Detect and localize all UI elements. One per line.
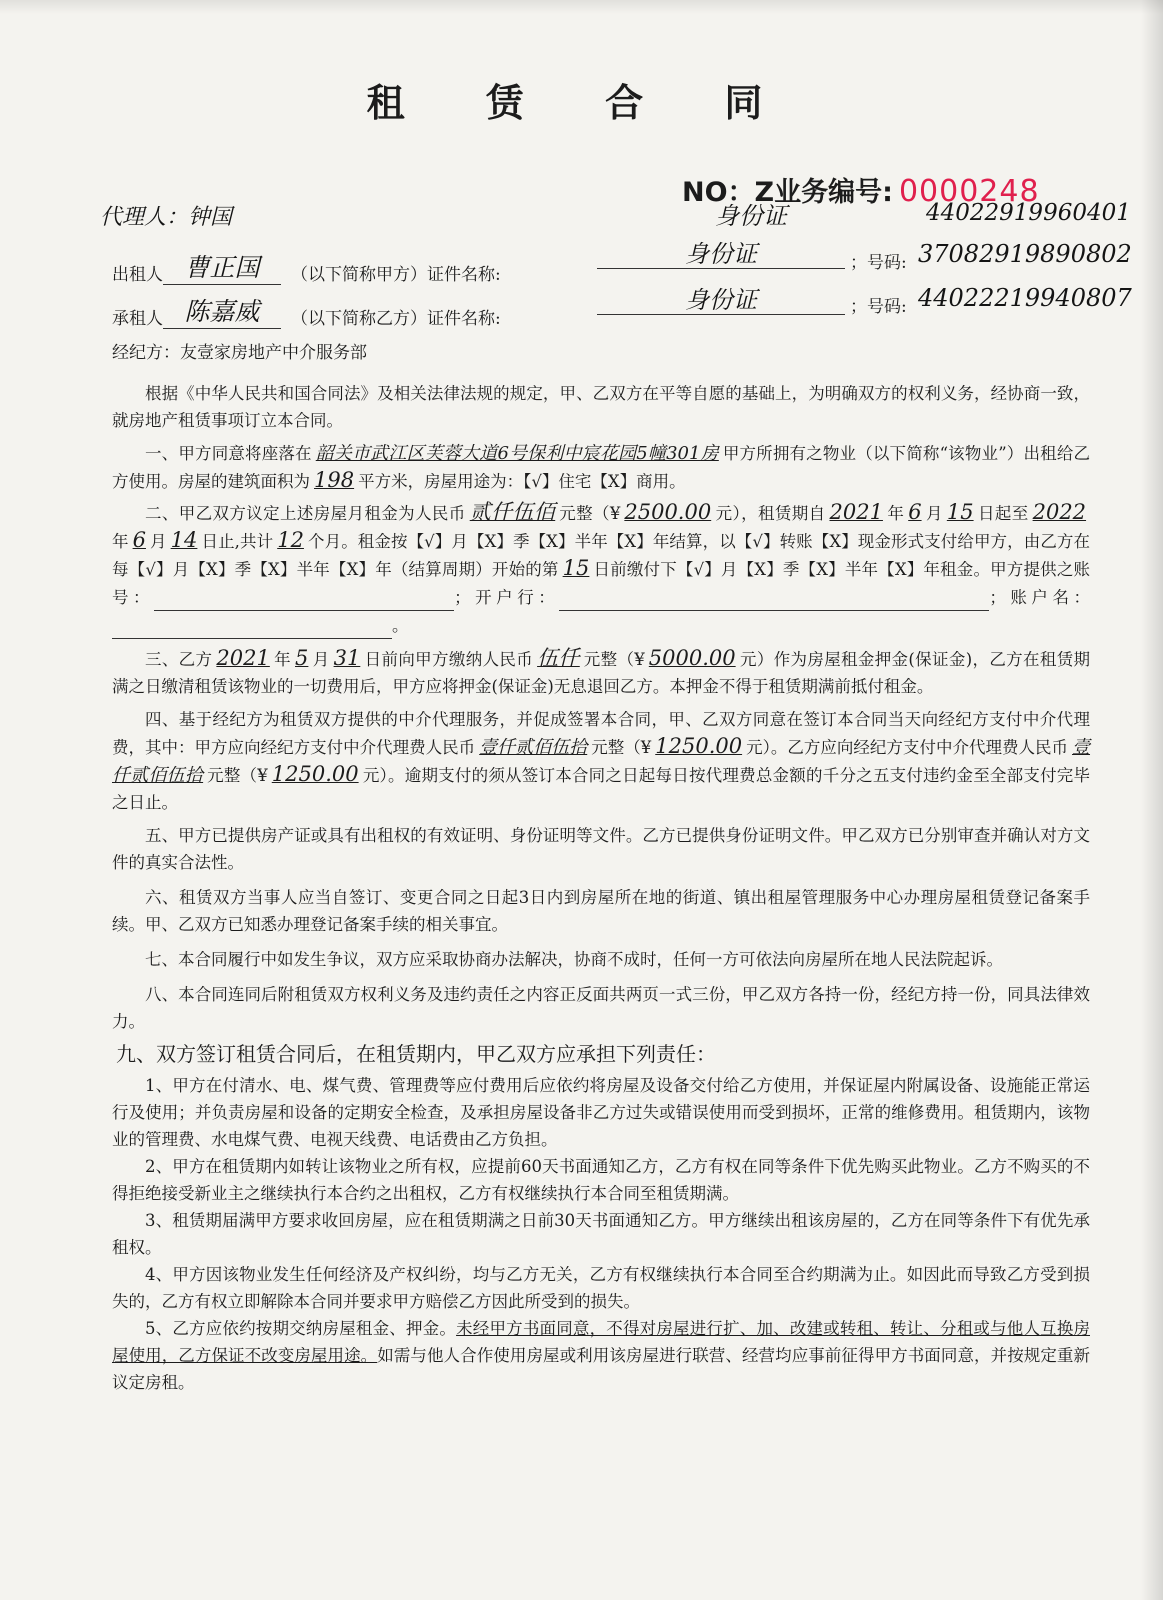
clause-9-item-4: 4、甲方因该物业发生任何经济及产权纠纷，均与乙方无关，乙方有权继续执行本合同至合约期满为止。如因此而导致乙方受到损失的，乙方有权立即解除本合同并要求甲方赔偿乙方因此所受到的损失。 [112, 1265, 1090, 1311]
clause-3-text-e: 元整（¥ [583, 650, 645, 669]
document-title: 租 赁 合 同 [366, 80, 797, 125]
deposit-day: 31 [333, 646, 361, 670]
lessor-id-type-field [597, 234, 845, 269]
lessee-label: 承租人 [112, 309, 163, 329]
rent-amount-num: 2500.00 [624, 500, 712, 524]
agency-fee-a-cn: 壹仟贰佰伍拾 [479, 737, 588, 758]
deposit-amount-num: 5000.00 [648, 646, 736, 670]
clause-2-text-l: ；开户行： [454, 588, 560, 607]
clause-6: 六、租赁双方当事人应当自签订、变更合同之日起3日内到房屋所在地的街道、镇出租屋管理服务中心办理房屋租赁登记备案手续。甲、乙双方已知悉办理登记备案手续的相关事宜。 [112, 888, 1090, 934]
clause-3-text-f: 元）作为房屋租金押金(保证金)，乙方在租赁期满之日缴清租赁该物业的一切费用后，甲方应将押金(保证金)无息退回乙方。本押金不得于租赁期满前抵付租金。 [112, 650, 1091, 696]
clause-2-text-h: 月 [149, 532, 167, 551]
bank-name-field [559, 583, 989, 611]
lessee-name: 陈嘉威 [184, 297, 260, 326]
clause-2-text-m: ；账户名： [989, 588, 1091, 607]
agency-fee-b-cn: 壹仟贰佰伍拾 [112, 737, 1091, 786]
end-day: 14 [170, 528, 198, 552]
scan-shadow-right [1141, 0, 1163, 1600]
start-day: 15 [946, 500, 974, 524]
lessor-id-type: 身份证 [685, 240, 757, 268]
start-month: 6 [908, 500, 922, 524]
deposit-month: 5 [295, 646, 309, 670]
clause-9-item-1: 1、甲方在付清水、电、煤气费、管理费等应付费用后应依约将房屋及设备交付给乙方使用，并保证屋内附属设备、设施能正常运行及使用；并负责房屋和设备的定期安全检查，及承担房屋设备非乙方过失或错误使用而受到损坏，正常的维修费用。租赁期内，该物业的管理费、水电煤气费、电视天线费、电话费由乙方负担。 [112, 1076, 1090, 1149]
contract-number-value: 0000248 [898, 174, 1040, 209]
clause-9-item-5-underlined: 未经甲方书面同意，不得对房屋进行扩、加、改建或转租、转让、分租或与他人互换房屋使用，乙方保证不改变房屋用途。 [112, 1319, 1090, 1365]
clause-1-text-c: 平方米，房屋用途为：【√】住宅【X】商用。 [358, 472, 686, 491]
lessor-number-label: ；号码: [850, 253, 907, 273]
deposit-year: 2021 [216, 646, 270, 670]
id-type-top: 身份证 [715, 202, 787, 230]
clause-9-title: 九、双方签订租赁合同后，在租赁期内，甲乙双方应承担下列责任： [116, 1042, 716, 1066]
agency-fee-a-num: 1250.00 [655, 734, 743, 758]
clause-1 [112, 440, 1090, 495]
clause-2-text-c: 元），租赁期自 [715, 504, 826, 523]
lessee-number-label: ；号码: [850, 297, 907, 317]
lessor-row [112, 248, 501, 285]
clause-7: 七、本合同履行中如发生争议，双方应采取协商办法解决，协商不成时，任何一方可依法向房屋所在地人民法院起诉。 [145, 950, 1003, 969]
property-area: 198 [314, 468, 355, 492]
clause-2 [112, 499, 1090, 639]
property-address: 韶关市武江区芙蓉大道6号保利中宸花园5幢301房 [315, 443, 719, 464]
id-number-top: 44022919960401 [926, 200, 1131, 226]
contract-body [112, 380, 1090, 1396]
clause-4-text-b: 元整（¥ [591, 738, 652, 757]
clause-2-text-f: 日起至 [977, 504, 1029, 523]
clause-2-text-n: 。 [392, 616, 409, 635]
clause-2-text-b: 元整（¥ [559, 504, 621, 523]
lessor-label: 出租人 [112, 265, 163, 285]
clause-2-text-k: 日前缴付下【√】月【X】季【X】半年【X】年租金。甲方提供之账号： [112, 560, 1090, 607]
end-month: 6 [132, 528, 146, 552]
clause-2-text-e: 月 [925, 504, 943, 523]
scan-shadow-top [0, 0, 1163, 14]
clause-2-text-d: 年 [886, 504, 905, 523]
lessee-id-type-field [597, 280, 845, 315]
clause-3-text-b: 年 [273, 650, 292, 669]
lessee-suffix: （以下简称乙方）证件名称: [291, 309, 501, 329]
clause-2-text-a: 二、甲乙双方议定上述房屋月租金为人民币 [145, 504, 466, 523]
clause-3-text-c: 月 [312, 650, 330, 669]
agency-line: 经纪方：友壹家房地产中介服务部 [112, 343, 367, 363]
clause-8: 八、本合同连同后附租赁双方权利义务及违约责任之内容正反面共两页一式三份，甲乙双方各持一份，经纪方持一份，同具法律效力。 [112, 985, 1090, 1031]
clause-2-text-j: 个月。租金按【√】月【X】季【X】半年【X】年结算，以【√】转账【X】现金形式支付给甲方，由乙方在每【√】月【X】季【X】半年【X】年（结算周期）开始的第 [112, 532, 1091, 579]
payment-day: 15 [562, 556, 590, 580]
lessee-id-type: 身份证 [685, 286, 757, 314]
account-number-field [154, 583, 454, 611]
agent-note: 代理人：钟国 [100, 205, 233, 230]
lessee-row [112, 292, 501, 329]
clause-4 [112, 706, 1090, 816]
clause-4-text-d: 元整（¥ [207, 766, 268, 785]
agency-fee-b-num: 1250.00 [271, 762, 359, 786]
clause-3 [112, 645, 1090, 700]
clause-9-item-5 [112, 1315, 1090, 1396]
clause-9-item-2: 2、甲方在租赁期内如转让该物业之所有权，应提前60天书面通知乙方，乙方有权在同等条件下优先购买此物业。乙方不购买的不得拒绝接受新业主之继续执行本合约之出租权，乙方有权继续执行本合同至租赁期满。 [112, 1157, 1090, 1203]
rent-amount-cn: 贰仟伍佰 [469, 500, 556, 524]
lessor-name: 曹正国 [184, 253, 260, 282]
lease-months: 12 [277, 528, 304, 552]
lessor-suffix: （以下简称甲方）证件名称: [291, 265, 501, 285]
start-year: 2021 [829, 500, 883, 524]
end-year: 2022 [1032, 500, 1087, 524]
clause-1-text-b: 甲方所拥有之物业（以下简称“该物业”）出租给乙方使用。房屋的建筑面积为 [112, 444, 1090, 491]
intro-paragraph: 根据《中华人民共和国合同法》及相关法律法规的规定，甲、乙双方在平等自愿的基础上，为明确双方的权利义务，经协商一致，就房地产租赁事项订立本合同。 [112, 384, 1090, 430]
account-holder-field [112, 611, 392, 639]
clause-3-text-d: 日前向甲方缴纳人民币 [364, 650, 534, 669]
clause-4-text-c: 元）。乙方应向经纪方支付中介代理费人民币 [746, 738, 1069, 757]
lessor-id-number: 37082919890802 [918, 240, 1132, 268]
clause-9-item-3: 3、租赁期届满甲方要求收回房屋，应在租赁期满之日前30天书面通知乙方。甲方继续出租该房屋的，乙方在同等条件下有优先承租权。 [112, 1211, 1090, 1257]
lessee-id-number: 44022219940807 [918, 284, 1132, 312]
clause-9-item-5-text-a: 5、乙方应依约按期交纳房屋租金、押金。 [145, 1319, 457, 1338]
contract-number-label: NO：Z业务编号: [682, 177, 893, 208]
clause-3-text-a: 三、乙方 [145, 650, 213, 669]
clause-1-text-a: 一、甲方同意将座落在 [145, 444, 312, 463]
clause-2-text-i: 日止,共计 [201, 532, 274, 551]
deposit-amount-cn: 伍仟 [537, 646, 580, 670]
clause-4-text-a: 四、基于经纪方为租赁双方提供的中介代理服务，并促成签署本合同，甲、乙双方同意在签订本合同当天向经纪方支付中介代理费，其中：甲方应向经纪方支付中介代理费人民币 [112, 710, 1090, 757]
clause-5: 五、甲方已提供房产证或具有出租权的有效证明、身份证明等文件。乙方已提供身份证明文件。甲乙双方已分别审查并确认对方文件的真实合法性。 [112, 826, 1090, 872]
clause-9-item-5-text-c: 如需与他人合作使用房屋或利用该房屋进行联营、经营均应事前征得甲方书面同意，并按规定重新议定房租。 [112, 1346, 1091, 1392]
clause-4-text-e: 元）。逾期支付的须从签订本合同之日起每日按代理费总金额的千分之五支付违约金至全部支付完毕之日止。 [112, 766, 1091, 812]
clause-2-text-g: 年 [112, 532, 129, 551]
